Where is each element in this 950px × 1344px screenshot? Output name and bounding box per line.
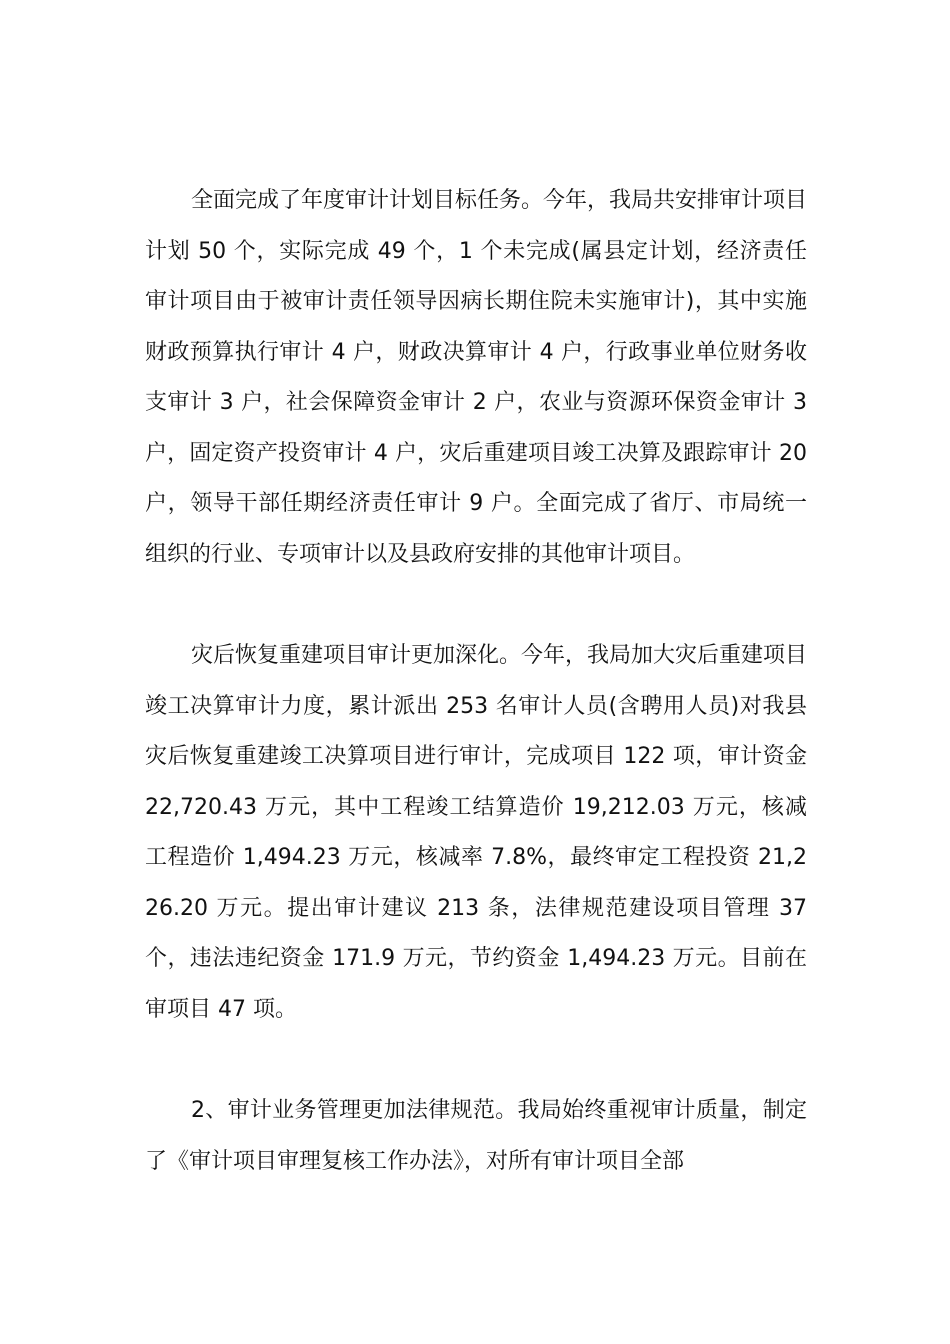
paragraph-post-disaster-reconstruction-audit: 灾后恢复重建项目审计更加深化。今年，我局加大灾后重建项目竣工决算审计力度，累计派出 253 名审计人员(含聘用人员)对我县灾后恢复重建竣工决算项目进行审计，完成项目 122 项，审计资金 22,720.43 万元，其中工程竣工结算造价 19,212.03 万元，核减工程造价 1,494.23 万元，核减率 7.8%，最终审定工程投资 21,226.20 万元。提出审计建议 213 条，法律规范建设项目管理 37 个，违法违纪资金 171.9 万元，节约资金 1,494.23 万元。目前在审项目 47 项。 bbox=[145, 643, 808, 1022]
paragraph-audit-business-management: 2、审计业务管理更加法律规范。我局始终重视审计质量，制定了《审计项目审理复核工作办法》，对所有审计项目全部 bbox=[145, 1098, 807, 1174]
document-body bbox=[145, 176, 807, 1238]
paragraph-annual-audit-tasks: 全面完成了年度审计计划目标任务。今年，我局共安排审计项目计划 50 个，实际完成 49 个，1 个未完成(属县定计划，经济责任审计项目由于被审计责任领导因病长期住院未实施审计)，其中实施财政预算执行审计 4 户，财政决算审计 4 户，行政事业单位财务收支审计 3 户，社会保障资金审计 2 户，农业与资源环保资金审计 3 户，固定资产投资审计 4 户，灾后重建项目竣工决算及跟踪审计 20 户，领导干部任期经济责任审计 9 户。全面完成了省厅、市局统一组织的行业、专项审计以及县政府安排的其他审计项目。 bbox=[145, 188, 808, 567]
